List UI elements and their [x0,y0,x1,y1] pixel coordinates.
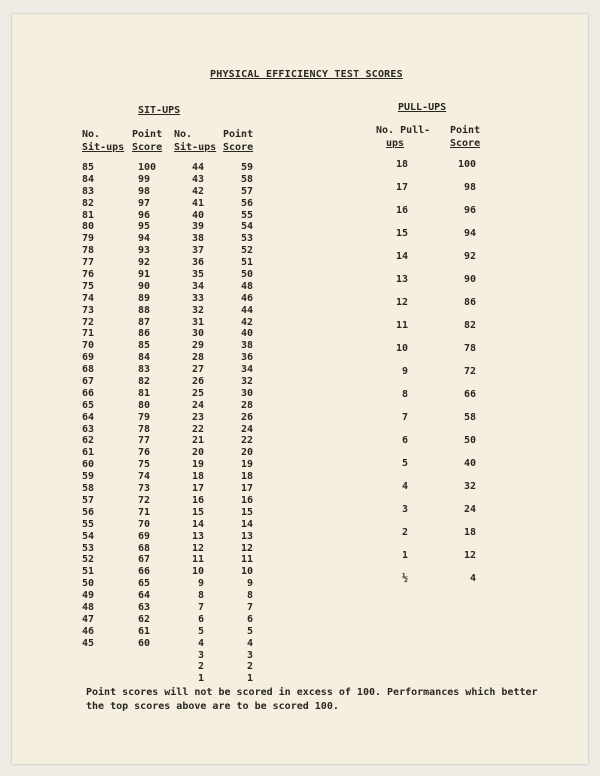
table-cell: 40 [463,458,476,469]
table-cell: 3 [197,649,204,661]
header-line: Sit-ups [174,142,217,153]
table-cell: 18 [240,471,253,483]
table-cell: 20 [191,447,204,459]
table-cell: 18 [463,527,476,538]
table-cell: 69 [138,530,151,542]
table-cell: 50 [82,578,95,590]
table-cell: 10 [191,566,204,578]
table-cell: 40 [240,328,253,340]
table-cell: 38 [191,233,204,245]
table-cell: 6 [246,613,253,625]
table-cell: 70 [138,518,151,530]
table-cell: 68 [138,542,151,554]
table-cell: 77 [82,257,95,269]
header-line: Score [450,138,481,149]
table-cell: 78 [463,343,476,354]
table-cell: 30 [191,328,204,340]
table-cell: 62 [138,613,151,625]
situps-col2-header [132,128,162,154]
table-cell: 14 [395,251,408,262]
table-cell: 55 [240,209,253,221]
table-cell: 100 [457,159,476,170]
table-cell: 27 [191,364,204,376]
table-cell: 13 [240,530,253,542]
table-cell: 11 [191,554,204,566]
table-cell: 56 [240,197,253,209]
table-cell: 64 [138,590,151,602]
table-cell: 66 [138,566,151,578]
table-cell: 9 [246,578,253,590]
table-cell: 17 [191,483,204,495]
situps-right-score-column [229,162,253,685]
table-cell: 73 [138,483,151,495]
table-cell: 81 [82,209,95,221]
table-cell: 93 [138,245,151,257]
table-cell: 34 [191,280,204,292]
table-cell: 4 [401,481,408,492]
table-cell: 25 [191,387,204,399]
pullups-heading: PULL-UPS [398,102,447,113]
table-cell: 74 [138,471,151,483]
table-cell: 75 [138,459,151,471]
table-cell: 9 [401,366,408,377]
pullups-no-column [382,157,408,594]
situps-col4-header [223,128,253,154]
table-cell: 72 [463,366,476,377]
header-line: Score [132,142,163,153]
table-cell: 56 [82,506,95,518]
table-cell: 77 [138,435,151,447]
table-cell: 97 [138,197,151,209]
table-cell: 14 [191,518,204,530]
table-cell: 5 [401,458,408,469]
table-cell: 2 [197,661,204,673]
table-cell: 66 [82,387,95,399]
table-cell: 26 [191,376,204,388]
table-cell: 50 [240,269,253,281]
table-cell: 82 [82,197,95,209]
table-cell: 94 [463,228,476,239]
table-cell: 43 [191,173,204,185]
table-cell: 16 [240,494,253,506]
table-cell: 45 [82,637,95,649]
header-line: ups [386,138,405,149]
table-cell: 51 [240,257,253,269]
table-cell: 69 [82,352,95,364]
table-cell: 61 [82,447,95,459]
table-cell: 52 [240,245,253,257]
table-cell: 71 [138,506,151,518]
table-cell: 16 [395,205,408,216]
table-cell: 30 [240,387,253,399]
pullups-col2-header [450,124,480,150]
table-cell: 32 [240,376,253,388]
table-cell: 3 [401,504,408,515]
table-cell: 100 [138,162,157,173]
situps-col1-header [82,128,124,154]
table-cell: 58 [463,412,476,423]
table-cell: 1 [197,673,204,685]
table-cell: 96 [138,209,151,221]
table-cell: 22 [191,423,204,435]
table-cell: 78 [138,423,151,435]
table-cell: 85 [82,162,95,173]
table-cell: 13 [395,274,408,285]
table-cell: 36 [240,352,253,364]
table-cell: 7 [197,601,204,613]
situps-left-no-column [82,162,94,650]
table-cell: 58 [82,483,95,495]
situps-heading: SIT-UPS [138,105,181,116]
header-line: Score [223,142,254,153]
table-cell: 13 [191,530,204,542]
table-cell: 83 [82,185,95,197]
table-cell: 60 [138,637,151,649]
table-cell: 26 [240,411,253,423]
table-cell: 50 [463,435,476,446]
table-cell: 88 [138,304,151,316]
table-cell: 75 [82,280,95,292]
table-cell: 9 [197,578,204,590]
table-cell: 41 [191,197,204,209]
table-cell: 10 [395,343,408,354]
table-cell: 12 [395,297,408,308]
header-line: Point [450,125,481,136]
table-cell: 53 [82,542,95,554]
table-cell: 90 [463,274,476,285]
table-cell: 84 [82,173,95,185]
table-cell: 57 [82,494,95,506]
table-cell: 18 [191,471,204,483]
table-cell: 79 [82,233,95,245]
table-cell: 68 [82,364,95,376]
table-cell: 38 [240,340,253,352]
table-cell: 4 [197,637,204,649]
table-cell: 67 [82,376,95,388]
table-cell: 17 [240,483,253,495]
table-cell: 78 [82,245,95,257]
table-cell: 85 [138,340,151,352]
table-cell: 61 [138,625,151,637]
table-cell: 64 [82,411,95,423]
table-cell: 19 [191,459,204,471]
table-cell: 67 [138,554,151,566]
table-cell: 48 [240,280,253,292]
table-cell: 8 [401,389,408,400]
header-line: Point [223,129,254,140]
page-title: PHYSICAL EFFICIENCY TEST SCORES [210,69,403,80]
table-cell: 98 [463,182,476,193]
table-cell: 72 [82,316,95,328]
table-cell: 28 [191,352,204,364]
table-cell: 46 [82,625,95,637]
table-cell: 76 [138,447,151,459]
table-cell: 6 [197,613,204,625]
table-cell: 31 [191,316,204,328]
table-cell: ½ [401,573,408,584]
table-cell: 92 [138,257,151,269]
table-cell: 82 [138,376,151,388]
table-cell: 62 [82,435,95,447]
header-line: Sit-ups [82,142,125,153]
table-cell: 86 [463,297,476,308]
table-cell: 21 [191,435,204,447]
table-cell: 12 [463,550,476,561]
table-cell: 11 [240,554,253,566]
table-cell: 36 [191,257,204,269]
table-cell: 65 [82,399,95,411]
table-cell: 74 [82,292,95,304]
table-cell: 23 [191,411,204,423]
table-cell: 15 [191,506,204,518]
table-cell: 92 [463,251,476,262]
table-cell: 73 [82,304,95,316]
table-cell: 1 [246,673,253,685]
table-cell: 66 [463,389,476,400]
table-cell: 8 [246,590,253,602]
table-cell: 7 [401,412,408,423]
table-cell: 22 [240,435,253,447]
table-cell: 59 [240,162,253,173]
table-cell: 44 [191,162,204,173]
table-cell: 54 [240,221,253,233]
table-cell: 39 [191,221,204,233]
table-cell: 84 [138,352,151,364]
table-cell: 17 [395,182,408,193]
table-cell: 42 [240,316,253,328]
table-cell: 81 [138,387,151,399]
table-cell: 11 [395,320,408,331]
table-cell: 24 [191,399,204,411]
table-cell: 28 [240,399,253,411]
table-cell: 82 [463,320,476,331]
table-cell: 98 [138,185,151,197]
table-cell: 12 [240,542,253,554]
table-cell: 44 [240,304,253,316]
header-line: No. [174,129,193,140]
table-cell: 6 [401,435,408,446]
table-cell: 47 [82,613,95,625]
table-cell: 7 [246,601,253,613]
table-cell: 32 [191,304,204,316]
table-cell: 63 [82,423,95,435]
table-cell: 70 [82,340,95,352]
table-cell: 91 [138,269,151,281]
table-cell: 29 [191,340,204,352]
table-cell: 76 [82,269,95,281]
table-cell: 15 [395,228,408,239]
table-cell: 35 [191,269,204,281]
table-cell: 99 [138,173,151,185]
table-cell: 1 [401,550,408,561]
table-cell: 71 [82,328,95,340]
header-line: Point [132,129,163,140]
table-cell: 4 [469,573,476,584]
table-cell: 18 [395,159,408,170]
table-cell: 49 [82,590,95,602]
table-cell: 15 [240,506,253,518]
table-cell: 55 [82,518,95,530]
table-cell: 19 [240,459,253,471]
table-cell: 52 [82,554,95,566]
pullups-score-column [448,157,476,594]
table-cell: 42 [191,185,204,197]
table-cell: 54 [82,530,95,542]
table-cell: 57 [240,185,253,197]
table-cell: 63 [138,601,151,613]
table-cell: 83 [138,364,151,376]
table-cell: 20 [240,447,253,459]
table-cell: 53 [240,233,253,245]
table-cell: 87 [138,316,151,328]
header-line: No. [82,129,101,140]
table-cell: 8 [197,590,204,602]
situps-col3-header [174,128,216,154]
table-cell: 37 [191,245,204,257]
table-cell: 80 [138,399,151,411]
pullups-col1-header [376,124,430,150]
table-cell: 5 [246,625,253,637]
table-cell: 5 [197,625,204,637]
table-cell: 4 [246,637,253,649]
header-line: No. Pull- [376,125,431,136]
table-cell: 96 [463,205,476,216]
table-cell: 65 [138,578,151,590]
table-cell: 24 [240,423,253,435]
table-cell: 2 [246,661,253,673]
table-cell: 16 [191,494,204,506]
table-cell: 90 [138,280,151,292]
table-cell: 58 [240,173,253,185]
document-page [12,14,588,764]
table-cell: 51 [82,566,95,578]
table-cell: 48 [82,601,95,613]
table-cell: 95 [138,221,151,233]
table-cell: 89 [138,292,151,304]
table-cell: 33 [191,292,204,304]
table-cell: 94 [138,233,151,245]
table-cell: 60 [82,459,95,471]
table-cell: 79 [138,411,151,423]
table-cell: 12 [191,542,204,554]
table-cell: 2 [401,527,408,538]
table-cell: 24 [463,504,476,515]
table-cell: 46 [240,292,253,304]
table-cell: 72 [138,494,151,506]
table-cell: 80 [82,221,95,233]
table-cell: 86 [138,328,151,340]
table-cell: 40 [191,209,204,221]
table-cell: 14 [240,518,253,530]
table-cell: 32 [463,481,476,492]
table-cell: 3 [246,649,253,661]
situps-left-score-column [138,162,156,650]
footnote: Point scores will not be scored in excess of 100. Performances which better the top scores above are to be scored 100. [86,687,538,712]
table-cell: 10 [240,566,253,578]
table-cell: 59 [82,471,95,483]
situps-right-no-column [180,162,204,685]
table-cell: 34 [240,364,253,376]
